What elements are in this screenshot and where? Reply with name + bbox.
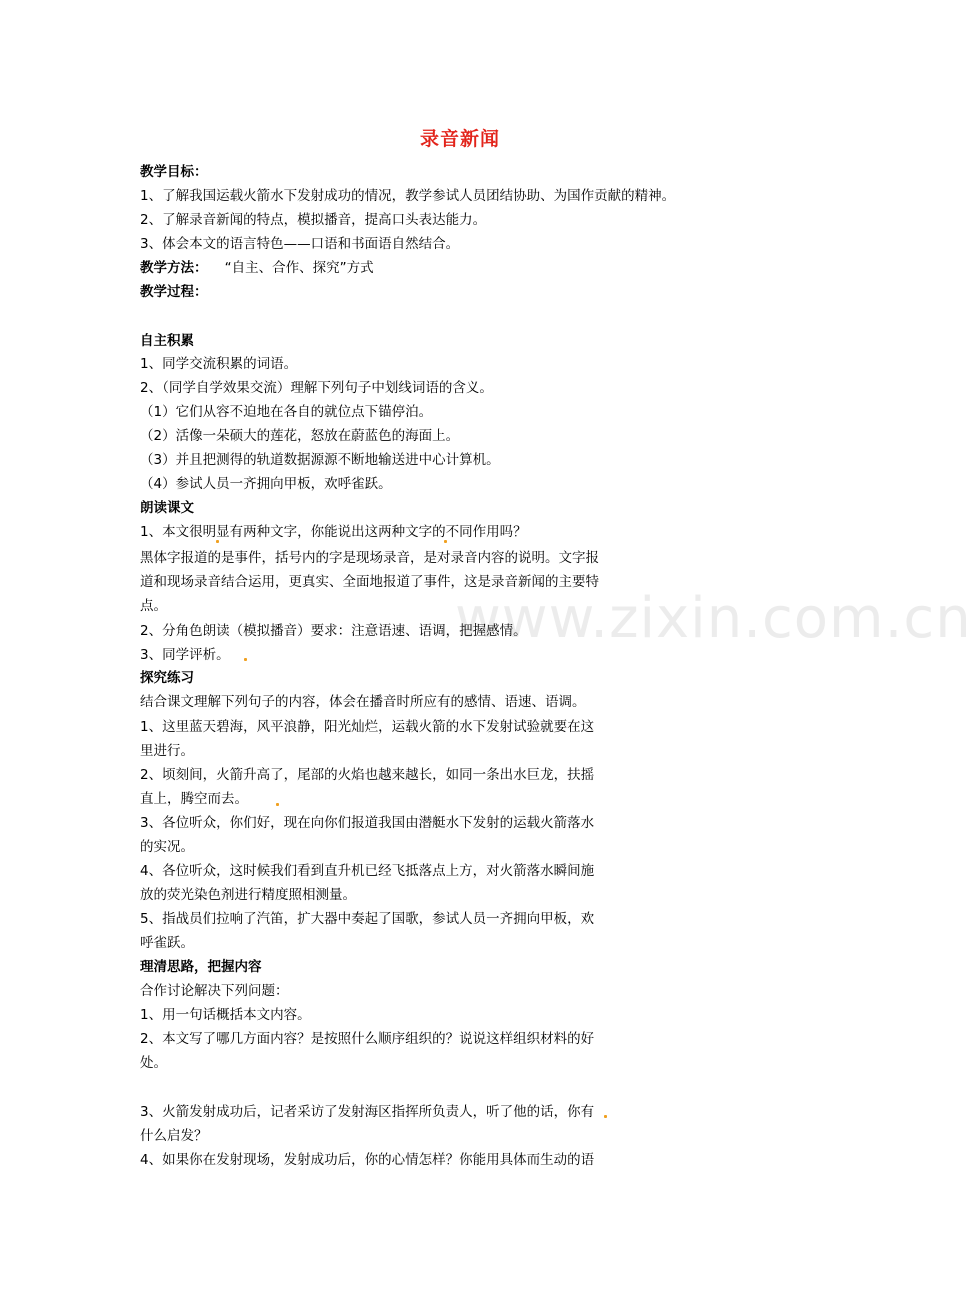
text-line: 里进行。 [140, 743, 194, 759]
document-title: 录音新闻 [419, 128, 500, 150]
text-line: 合作讨论解决下列问题： [140, 983, 289, 999]
text-line: 1、用一句话概括本文内容。 [140, 1007, 311, 1023]
text-line: 放的荧光染色剂进行精度照相测量。 [140, 887, 356, 903]
text-line: 1、了解我国运载火箭水下发射成功的情况，教学参试人员团结协助、为国作贡献的精神。 [140, 188, 676, 204]
watermark: www.zixin.com.cn [455, 586, 972, 651]
text-line: 2、（同学自学效果交流）理解下列句子中划线词语的含义。 [140, 380, 493, 396]
text-line: 1、这里蓝天碧海，风平浪静，阳光灿烂，运载火箭的水下发射试验就要在这 [140, 719, 595, 735]
decorative-dot [444, 540, 447, 543]
text-line: 直上，腾空而去。 [140, 791, 248, 807]
text-line: 呼雀跃。 [140, 935, 194, 951]
text-line: 4、各位听众，这时候我们看到直升机已经飞抵落点上方，对火箭落水瞬间施 [140, 863, 595, 879]
teaching-method-line [140, 259, 374, 277]
heading-teaching-process: 教学过程： [140, 284, 208, 300]
text-line: 结合课文理解下列句子的内容，体会在播音时所应有的感情、语速、语调。 [140, 694, 586, 710]
teaching-method-label: 教学方法： [140, 260, 208, 276]
text-line: （4）参试人员一齐拥向甲板，欢呼雀跃。 [140, 476, 392, 492]
text-line: 2、顷刻间，火箭升高了，尾部的火焰也越来越长，如同一条出水巨龙，扶摇 [140, 767, 595, 783]
text-line: 3、体会本文的语言特色——口语和书面语自然结合。 [140, 236, 460, 252]
text-line: （1）它们从容不迫地在各自的就位点下锚停泊。 [140, 404, 433, 420]
text-line: （3）并且把测得的轨道数据源源不断地输送进中心计算机。 [140, 452, 500, 468]
text-line: 2、了解录音新闻的特点，模拟播音，提高口头表达能力。 [140, 212, 487, 228]
text-line: 点。 [140, 598, 167, 614]
text-line: （2）活像一朵硕大的莲花，怒放在蔚蓝色的海面上。 [140, 428, 460, 444]
decorative-dot [244, 658, 247, 661]
heading-exploration: 探究练习 [140, 670, 194, 686]
text-line: 1、本文很明显有两种文字，你能说出这两种文字的不同作用吗？ [140, 524, 527, 540]
decorative-dot [604, 1115, 607, 1118]
text-line: 4、如果你在发射现场，发射成功后，你的心情怎样？你能用具体而生动的语 [140, 1152, 595, 1168]
heading-read-text: 朗读课文 [140, 500, 194, 516]
text-line: 1、同学交流积累的词语。 [140, 356, 298, 372]
teaching-method-value: “自主、合作、探究”方式 [207, 260, 374, 276]
text-line: 5、指战员们拉响了汽笛，扩大器中奏起了国歌，参试人员一齐拥向甲板，欢 [140, 911, 595, 927]
heading-clarify-ideas: 理清思路，把握内容 [140, 959, 262, 975]
text-line: 道和现场录音结合运用，更真实、全面地报道了事件，这是录音新闻的主要特 [140, 574, 599, 590]
heading-teaching-goals: 教学目标： [140, 164, 208, 180]
text-line: 3、火箭发射成功后，记者采访了发射海区指挥所负责人，听了他的话，你有 [140, 1104, 595, 1120]
text-line: 什么启发？ [140, 1128, 208, 1144]
text-line: 2、本文写了哪几方面内容？是按照什么顺序组织的？说说这样组织材料的好 [140, 1031, 595, 1047]
text-line: 3、同学评析。 [140, 647, 230, 663]
heading-self-accumulation: 自主积累 [140, 333, 194, 349]
text-line: 黑体字报道的是事件，括号内的字是现场录音，是对录音内容的说明。文字报 [140, 550, 599, 566]
text-line: 的实况。 [140, 839, 194, 855]
text-line: 3、各位听众，你们好，现在向你们报道我国由潜艇水下发射的运载火箭落水 [140, 815, 595, 831]
text-line: 2、分角色朗读（模拟播音）要求：注意语速、语调，把握感情。 [140, 623, 527, 639]
decorative-dot [276, 803, 279, 806]
text-line: 处。 [140, 1055, 167, 1071]
decorative-dot [216, 540, 219, 543]
